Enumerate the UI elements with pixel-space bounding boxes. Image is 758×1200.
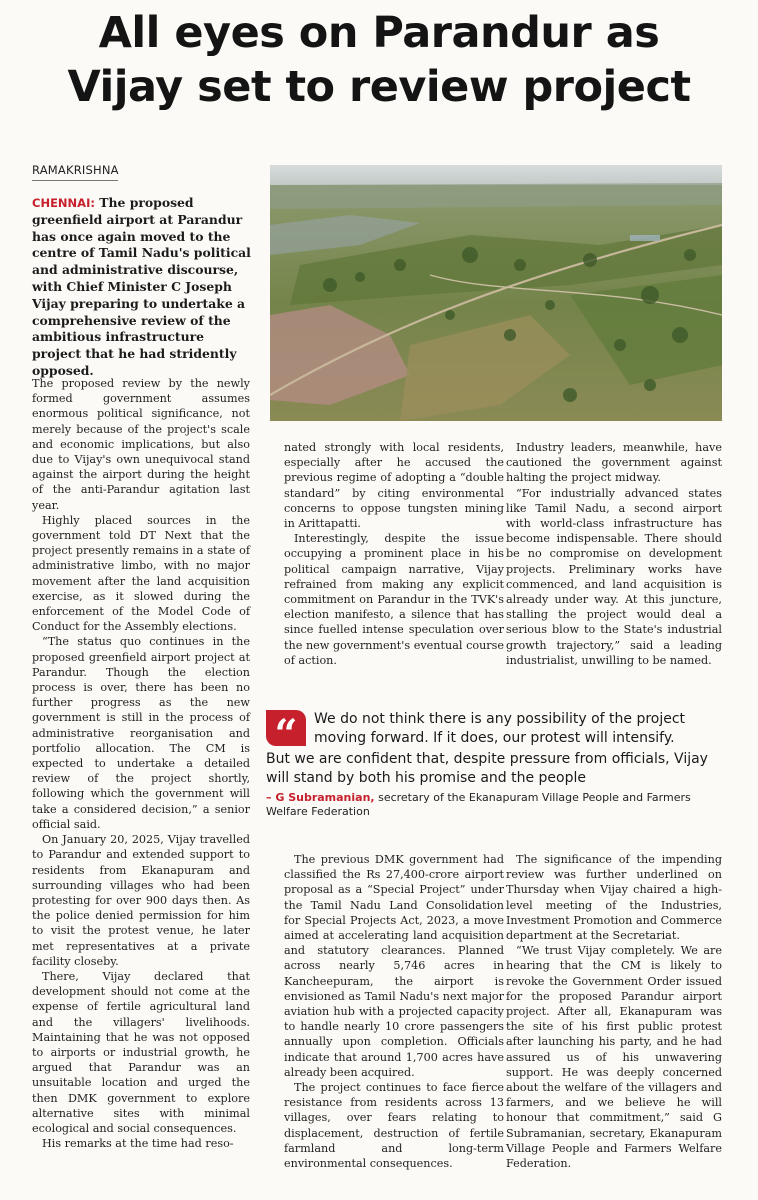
paragraph: The previous DMK government had classified the Rs 27,400-crore airport proposal as a “Special Project” under the Tamil Nadu Land Consolidation for Special Projects Act, 2023, a move aimed at accelerating land acquisition and statutory clearances. Planned across nearly 5,746 acres in Kancheepuram, the airport is envisioned as Tamil Nadu's next major aviation hub with a projected capacity to handle nearly 10 crore passengers annually upon completion. Officials indicate that around 1,700 acres have already been acquired.	[284, 853, 504, 1079]
article-column-3-top	[506, 440, 722, 668]
article-column-3-bottom	[506, 852, 722, 1171]
lead-paragraph	[32, 195, 252, 380]
article-column-2-bottom	[284, 852, 504, 1171]
paragraph: There, Vijay declared that development should not come at the expense of fertile agricultural land and the villagers' livelihoods. Maintaining that he was not opposed to airports or industrial growth, he argued that Parandur was an unsuitable location and urged the then DMK government to explore alternative sites with minimal ecological and social consequences.	[32, 969, 250, 1135]
paragraph: Industry leaders, meanwhile, have cautioned the government against halting the project midway.	[506, 441, 722, 485]
pull-quote	[266, 706, 726, 828]
quote-mark-icon: “	[266, 710, 306, 746]
dateline: CHENNAI:	[32, 196, 95, 210]
paragraph: His remarks at the time had reso-	[42, 1137, 234, 1151]
paragraph: On January 20, 2025, Vijay travelled to Parandur and extended support to residents from Ekanapuram and surrounding villages who had been protesting for over 900 days then. As the police denied permission for him to visit the protest venue, he later met representatives at a private facility closeby.	[32, 833, 250, 968]
paragraph: Interestingly, despite the issue occupying a prominent place in his political campaign narrative, Vijay refrained from making any explicit commitment on Parandur in the TVK's election manifesto, a silence that has since fuelled intense speculation over the new government's eventual course of action.	[284, 532, 504, 667]
paragraph: Highly placed sources in the government told DT Next that the project presently remains in a state of administrative limbo, with no major movement after the land acquisition exercise, as it slowed during the enforcement of the Model Code of Conduct for the Assembly elections.	[32, 513, 250, 634]
paragraph: nated strongly with local residents, especially after he accused the previous regime of adopting a “double standard” by citing environmental concerns to oppose tungsten mining in Arittapatti.	[284, 441, 504, 531]
paragraph: “The status quo continues in the proposed greenfield airport project at Parandur. Though the election process is over, there has been no further progress as the new government is still in the process of administrative reorganisation and portfolio allocation. The CM is expected to undertake a detailed review of the project shortly, following which the government will take a considered decision,” a senior official said.	[32, 635, 250, 831]
byline: RAMAKRISHNA	[32, 163, 119, 177]
lead-text: The proposed greenfield airport at Parandur has once again moved to the centre of Tamil Nadu's political and administrative discourse, with Chief Minister C Joseph Vijay preparing to undertake a comprehensive review of the ambitious infrastructure project that he had stridently opposed.	[32, 195, 251, 378]
headline	[0, 6, 758, 114]
paragraph: “For industrially advanced states like Tamil Nadu, a second airport with world-class infrastructure has become indispensable. There should be no compromise on development projects. Preliminary works have commenced, and land acquisition is already under way. At this juncture, stalling the project would deal a serious blow to the State's industrial growth trajectory,” said a leading industrialist, unwilling to be named.	[506, 486, 722, 667]
byline-rule	[32, 180, 118, 181]
quote-author-role: secretary of the Ekanapuram Village People and Farmers Welfare Federation	[266, 791, 691, 818]
quote-author: – G Subramanian,	[266, 791, 375, 804]
headline-line-1: All eyes on Parandur as	[98, 8, 660, 58]
quote-attribution	[266, 791, 726, 819]
article-column-2-top	[284, 440, 504, 668]
headline-line-2: Vijay set to review project	[67, 62, 691, 112]
photo-illustration	[270, 165, 722, 421]
article-column-1	[32, 376, 250, 1151]
aerial-landscape-photo	[270, 165, 722, 421]
paragraph: The proposed review by the newly formed government assumes enormous political significance, not merely because of the project's scale and economic implications, but also due to Vijay's own unequivocal stand against the airport during the height of the anti-Parandur agitation last year.	[32, 377, 250, 512]
quote-text-line-1: We do not think there is any possibility of the project moving forward. If it does, our protest will intensify.	[314, 711, 686, 746]
paragraph: The project continues to face fierce resistance from residents across 13 villages, over fears relating to displacement, destruction of fertile farmland and long-term environmental consequences.	[284, 1081, 504, 1171]
paragraph: The significance of the impending review was further underlined on Thursday when Vijay chaired a high-level meeting of the Industries, Investment Promotion and Commerce department at the Secretariat.	[506, 853, 722, 943]
paragraph: “We trust Vijay completely. We are hearing that the CM is likely to revoke the Government Order issued for the proposed Parandur airport project. After all, Ekanapuram was the site of his first public protest after launching his party, and he had assured us of his unwavering support. He was deeply concerned about the welfare of the villagers and farmers, and we believe he will honour that commitment,” said G Subramanian, secretary, Ekanapuram Village People and Farmers Welfare Federation.	[506, 944, 722, 1171]
quote-text-line-2: But we are confident that, despite pressure from officials, Vijay will stand by both his promise and the people	[266, 751, 708, 786]
